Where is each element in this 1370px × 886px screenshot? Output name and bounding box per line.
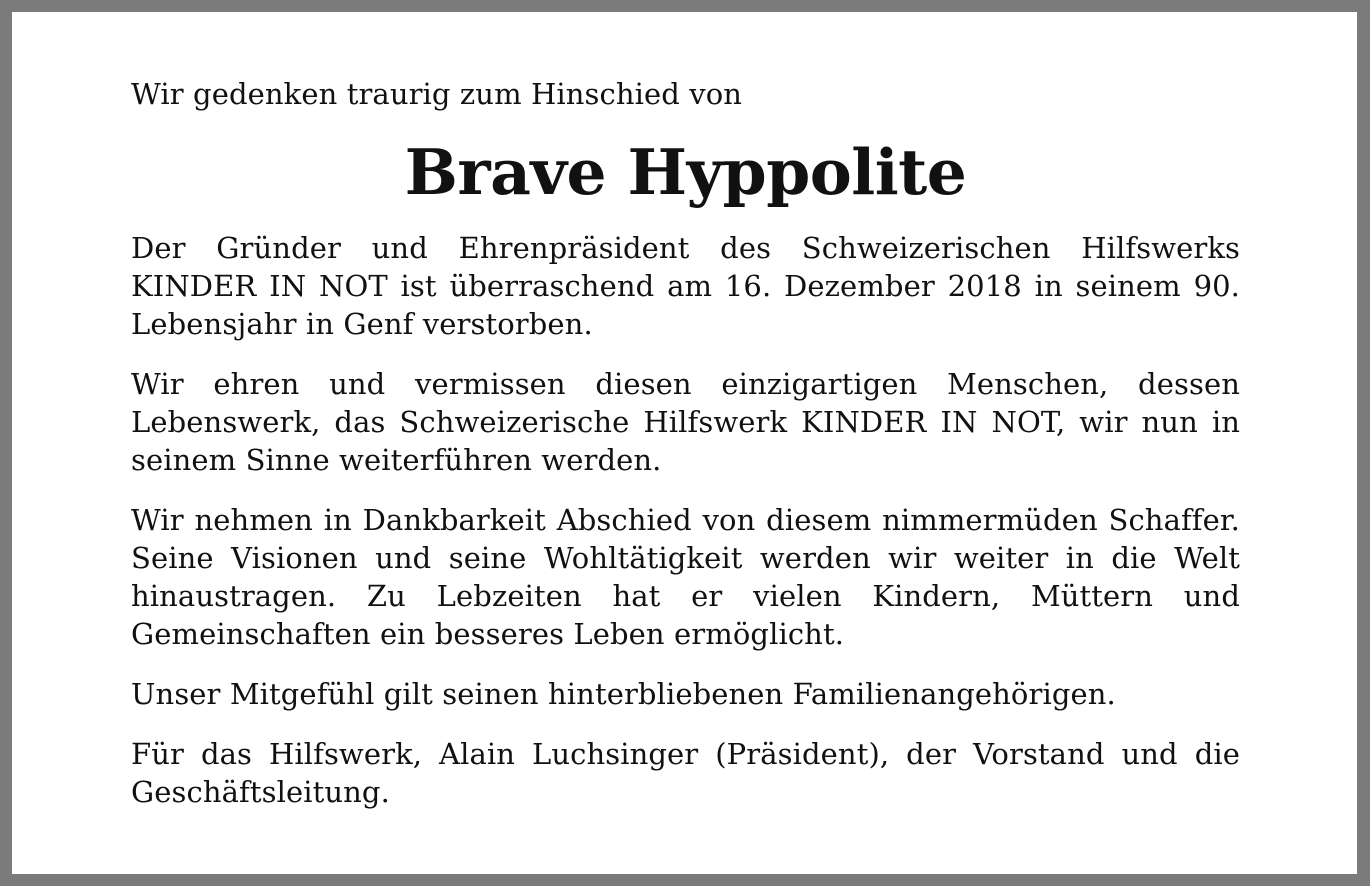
paragraph-signature: Für das Hilfswerk, Alain Luchsinger (Präsident), der Vorstand und die Geschäftsleitung. xyxy=(131,737,1240,809)
paragraph-tribute: Wir ehren und vermissen diesen einzigartigen Menschen, dessen Lebenswerk, das Schweizerische Hilfswerk KINDER IN NOT, wir nun in seinem Sinne weiterführen werden. xyxy=(131,367,1240,477)
obituary-notice xyxy=(12,12,1357,874)
notice-content xyxy=(131,76,1240,811)
paragraph-condolence: Unser Mitgefühl gilt seinen hinterbliebenen Familienangehörigen. xyxy=(131,677,1116,711)
paragraph-farewell: Wir nehmen in Dankbarkeit Abschied von diesem nimmermüden Schaffer. Seine Visionen und seine Wohltätigkeit werden wir weiter in die Welt hinaustragen. Zu Lebzeiten hat er vielen Kindern, Müttern und Gemeinschaften ein besseres Leben ermöglicht. xyxy=(131,503,1240,651)
paragraph-announcement: Der Gründer und Ehrenpräsident des Schweizerischen Hilfswerks KINDER IN NOT ist überraschend am 16. Dezember 2018 in seinem 90. Lebensjahr in Genf verstorben. xyxy=(131,231,1240,341)
intro-line: Wir gedenken traurig zum Hinschied von xyxy=(131,77,743,111)
deceased-name: Brave Hyppolite xyxy=(404,135,967,209)
